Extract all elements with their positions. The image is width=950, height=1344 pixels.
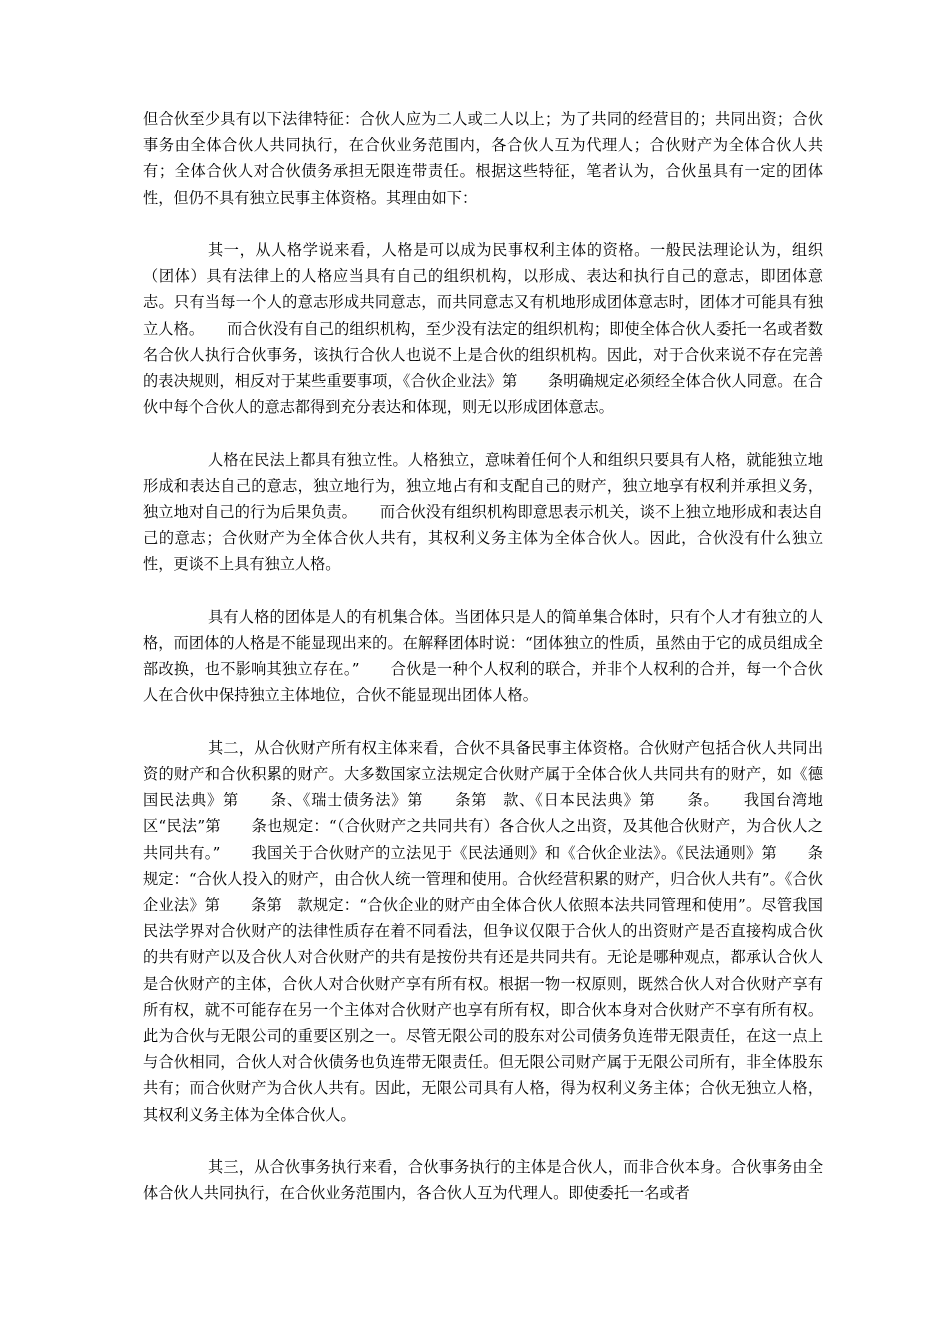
paragraph-first-reason: 其一，从人格学说来看，人格是可以成为民事权利主体的资格。一般民法理论认为，组织（团体）具有法律上的人格应当具有自己的组织机构，以形成、表达和执行自己的意志，即团体意志。只有当每一个人的意志形成共同意志，而共同意志又有机地形成团体意志时，团体才可能具有独立人格。 而合伙没有自己的组织机构，至少没有法定的组织机构；即使全体合伙人委托一名或者数名合伙人执行合伙事务，该执行合伙人也说不上是合伙的组织机构。因此，对于合伙来说不存在完善的表决规则，相反对于某些重要事项，《合伙企业法》第 条明确规定必须经全体合伙人同意。在合伙中每个合伙人的意志都得到充分表达和体现，则无以形成团体意志。 — [143, 241, 823, 417]
paragraph-organic-collective: 具有人格的团体是人的有机集合体。当团体只是人的简单集合体时，只有个人才有独立的人格，而团体的人格是不能显现出来的。在解释团体时说：“团体独立的性质，虽然由于它的成员组成全部改换，也不影响其独立存在。” 合伙是一种个人权利的联合，并非个人权利的合并，每一个合伙人在合伙中保持独立主体地位，合伙不能显现出团体人格。 — [143, 607, 823, 705]
paragraph-intro: 但合伙至少具有以下法律特征：合伙人应为二人或二人以上；为了共同的经营目的；共同出资；合伙事务由全体合伙人共同执行，在合伙业务范围内，各合伙人互为代理人；合伙财产为全体合伙人共有；全体合伙人对合伙债务承担无限连带责任。根据这些特征，笔者认为，合伙虽具有一定的团体性，但仍不具有独立民事主体资格。其理由如下： — [143, 110, 823, 207]
document-body — [143, 106, 823, 1206]
paragraph-second-reason: 其二，从合伙财产所有权主体来看，合伙不具备民事主体资格。合伙财产包括合伙人共同出资的财产和合伙积累的财产。大多数国家立法规定合伙财产属于全体合伙人共同共有的财产，如《德国民法典》第 条、《瑞士债务法》第 条第 款、《日本民法典》第 条。 我国台湾地区“民法”第 条也规定：“（合伙财产之共同共有）各合伙人之出资，及其他合伙财产，为合伙人之共同共有。” 我国关于合伙财产的立法见于《民法通则》和《合伙企业法》。《民法通则》第 条规定：“合伙人投入的财产，由合伙人统一管理和使用。合伙经营积累的财产，归合伙人共有”。《合伙企业法》第 条第 款规定：“合伙企业的财产由全体合伙人依照本法共同管理和使用”。尽管我国民法学界对合伙财产的法律性质存在着不同看法，但争议仅限于合伙人的出资财产是否直接构成合伙的共有财产以及合伙人对合伙财产的共有是按份共有还是共同共有。无论是哪种观点，都承认合伙人是合伙财产的主体，合伙人对合伙财产享有所有权。根据一物一权原则，既然合伙人对合伙财产享有所有权，就不可能存在另一个主体对合伙财产也享有所有权，即合伙本身对合伙财产不享有所有权。此为合伙与无限公司的重要区别之一。尽管无限公司的股东对公司债务负连带无限责任，在这一点上与合伙相同，合伙人对合伙债务也负连带无限责任。但无限公司财产属于无限公司所有，非全体股东共有；而合伙财产为合伙人共有。因此，无限公司具有人格，得为权利义务主体；合伙无独立人格，其权利义务主体为全体合伙人。 — [143, 738, 823, 1124]
paragraph-personality-independence: 人格在民法上都具有独立性。人格独立，意味着任何个人和组织只要具有人格，就能独立地形成和表达自己的意志，独立地行为，独立地占有和支配自己的财产，独立地享有权利并承担义务，独立地对自己的行为后果负责。 而合伙没有组织机构即意思表示机关，谈不上独立地形成和表达自己的意志；合伙财产为全体合伙人共有，其权利义务主体为全体合伙人。因此，合伙没有什么独立性，更谈不上具有独立人格。 — [143, 450, 823, 574]
paragraph-third-reason: 其三，从合伙事务执行来看，合伙事务执行的主体是合伙人，而非合伙本身。合伙事务由全体合伙人共同执行，在合伙业务范围内，各合伙人互为代理人。即使委托一名或者 — [143, 1158, 823, 1203]
